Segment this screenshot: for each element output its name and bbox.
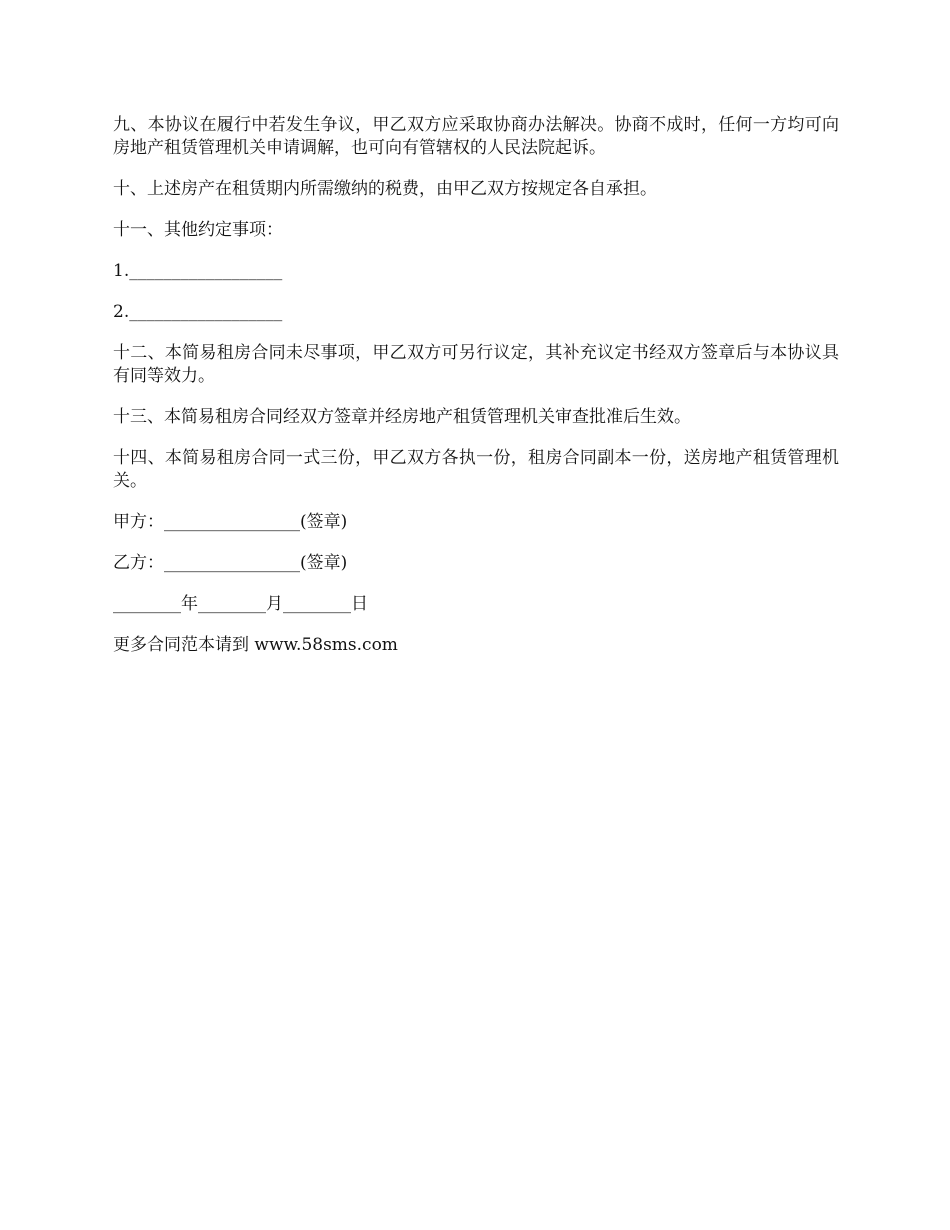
other-item-1-blank: 1.__________________ (113, 261, 283, 281)
clause-14-paragraph: 十四、本简易租房合同一式三份，甲乙双方各执一份，租房合同副本一份，送房地产租赁管理机关。 (113, 448, 839, 491)
clause-10-paragraph: 十、上述房产在租赁期内所需缴纳的税费，由甲乙双方按规定各自承担。 (113, 179, 657, 199)
other-item-2-blank: 2.__________________ (113, 302, 283, 322)
clause-9-paragraph: 九、本协议在履行中若发生争议，甲乙双方应采取协商办法解决。协商不成时，任何一方均可向房地产租赁管理机关申请调解，也可向有管辖权的人民法院起诉。 (113, 115, 839, 158)
more-templates-footer: 更多合同范本请到 www.58sms.com (113, 635, 398, 655)
party-b-signature-line: 乙方：________________(签章) (113, 553, 348, 573)
party-a-signature-line: 甲方：________________(签章) (113, 512, 348, 532)
clause-11-heading: 十一、其他约定事项： (113, 220, 283, 240)
clause-13-paragraph: 十三、本简易租房合同经双方签章并经房地产租赁管理机关审查批准后生效。 (113, 407, 691, 427)
date-line: ________年________月________日 (113, 594, 368, 614)
document-body (113, 114, 839, 675)
clause-12-paragraph: 十二、本简易租房合同未尽事项，甲乙双方可另行议定，其补充议定书经双方签章后与本协议具有同等效力。 (113, 343, 839, 386)
